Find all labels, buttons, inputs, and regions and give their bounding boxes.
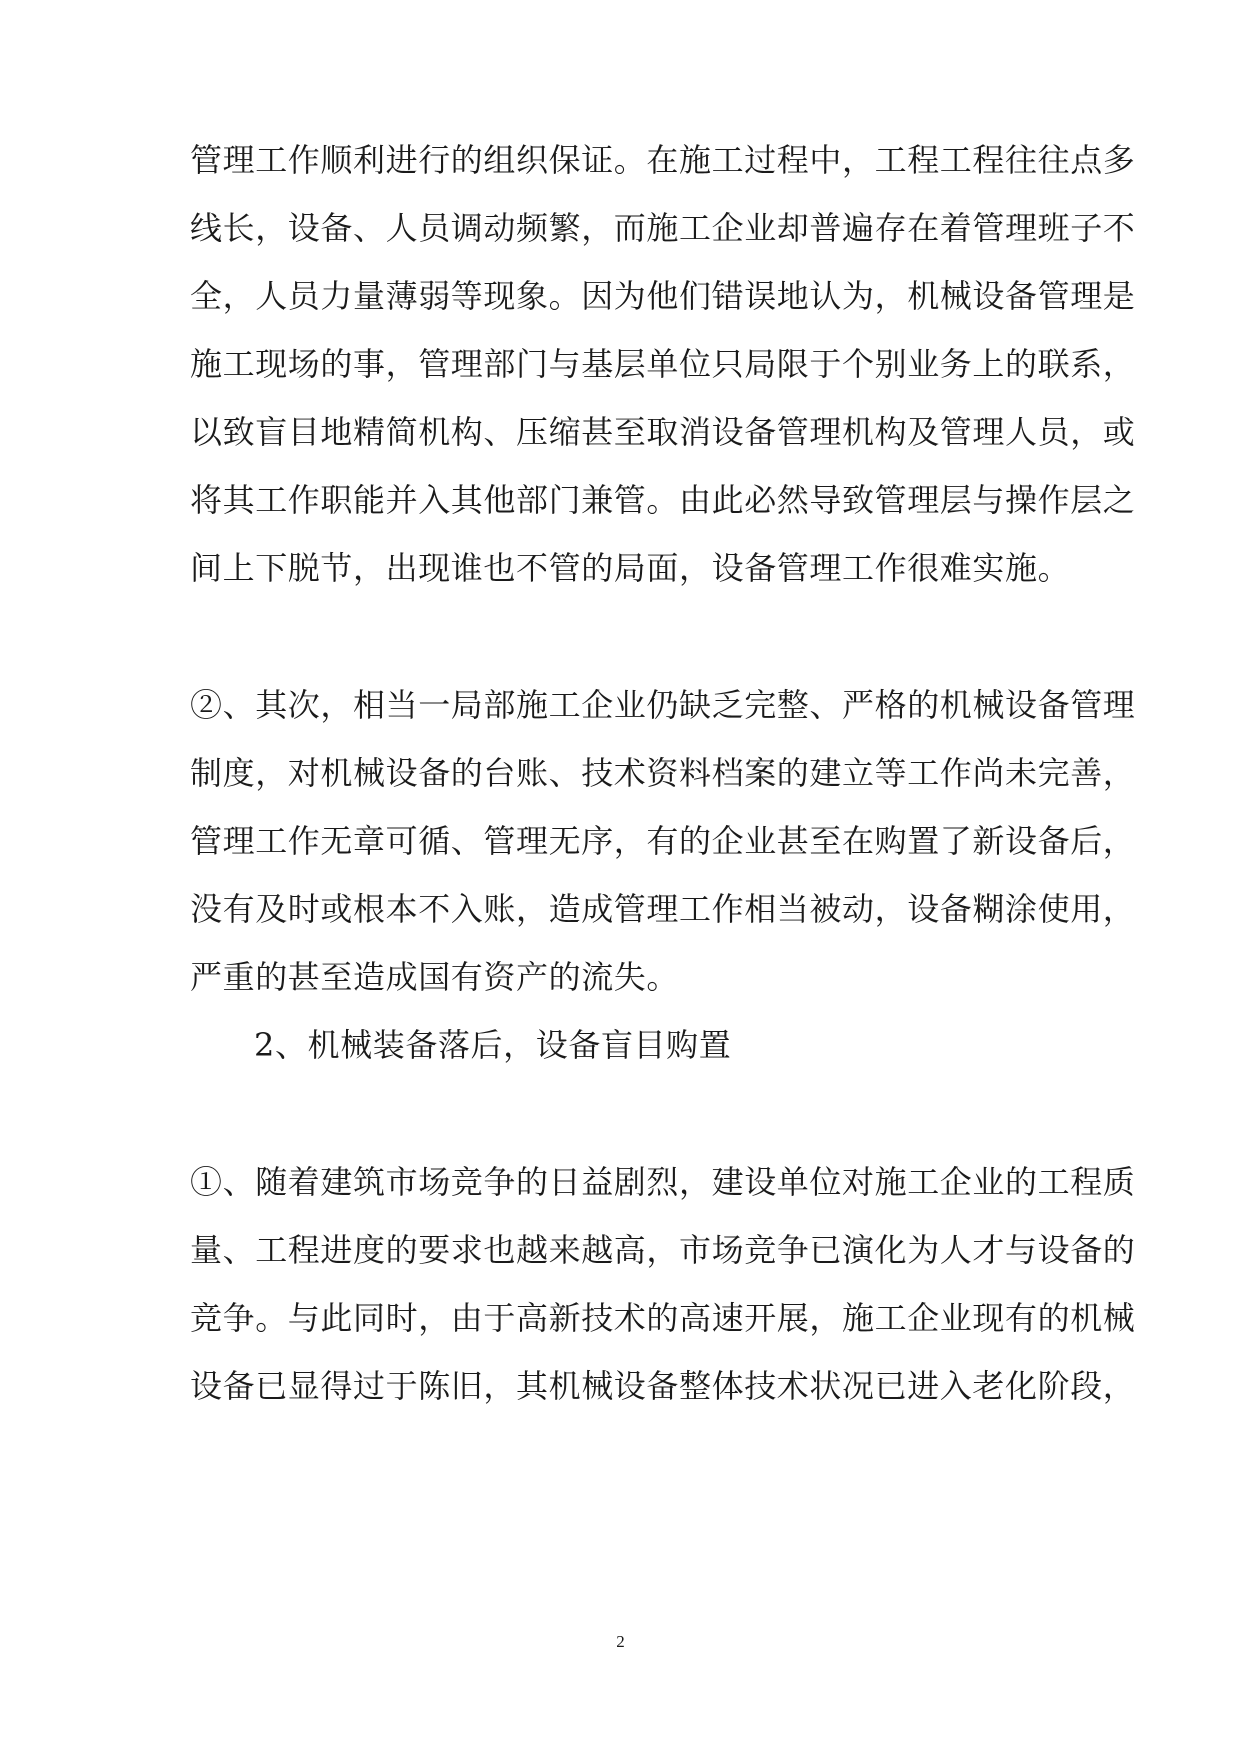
paragraph-2-line-4: 没有及时或根本不入账，造成管理工作相当被动，设备糊涂使用，	[190, 890, 1136, 928]
paragraph-2-line-3: 管理工作无章可循、管理无序，有的企业甚至在购置了新设备后，	[190, 822, 1136, 860]
paragraph-1-line-2: 线长，设备、人员调动频繁，而施工企业却普遍存在着管理班子不	[190, 209, 1136, 247]
paragraph-3-line-3: 竞争。与此同时，由于高新技术的高速开展，施工企业现有的机械	[190, 1299, 1136, 1337]
paragraph-2-line-5: 严重的甚至造成国有资产的流失。	[190, 958, 680, 996]
paragraph-1-line-7: 间上下脱节，出现谁也不管的局面，设备管理工作很难实施。	[190, 549, 1071, 587]
section-heading: 2、机械装备落后，设备盲目购置	[254, 1026, 732, 1064]
paragraph-2-line-2: 制度，对机械设备的台账、技术资料档案的建立等工作尚未完善，	[190, 754, 1136, 792]
paragraph-3-line-1: ①、随着建筑市场竞争的日益剧烈，建设单位对施工企业的工程质	[190, 1163, 1136, 1201]
paragraph-3-line-4: 设备已显得过于陈旧，其机械设备整体技术状况已进入老化阶段，	[190, 1367, 1136, 1405]
paragraph-1-line-4: 施工现场的事，管理部门与基层单位只局限于个别业务上的联系，	[190, 345, 1136, 383]
paragraph-1-line-6: 将其工作职能并入其他部门兼管。由此必然导致管理层与操作层之	[190, 481, 1136, 519]
paragraph-1-line-1: 管理工作顺利进行的组织保证。在施工过程中，工程工程往往点多	[190, 141, 1136, 179]
page-number: 2	[616, 1632, 625, 1651]
paragraph-1-line-5: 以致盲目地精简机构、压缩甚至取消设备管理机构及管理人员，或	[190, 413, 1136, 451]
paragraph-3-line-2: 量、工程进度的要求也越来越高，市场竞争已演化为人才与设备的	[190, 1231, 1136, 1269]
paragraph-1-line-3: 全，人员力量薄弱等现象。因为他们错误地认为，机械设备管理是	[190, 277, 1136, 315]
paragraph-2-line-1: ②、其次，相当一局部施工企业仍缺乏完整、严格的机械设备管理	[190, 686, 1136, 724]
